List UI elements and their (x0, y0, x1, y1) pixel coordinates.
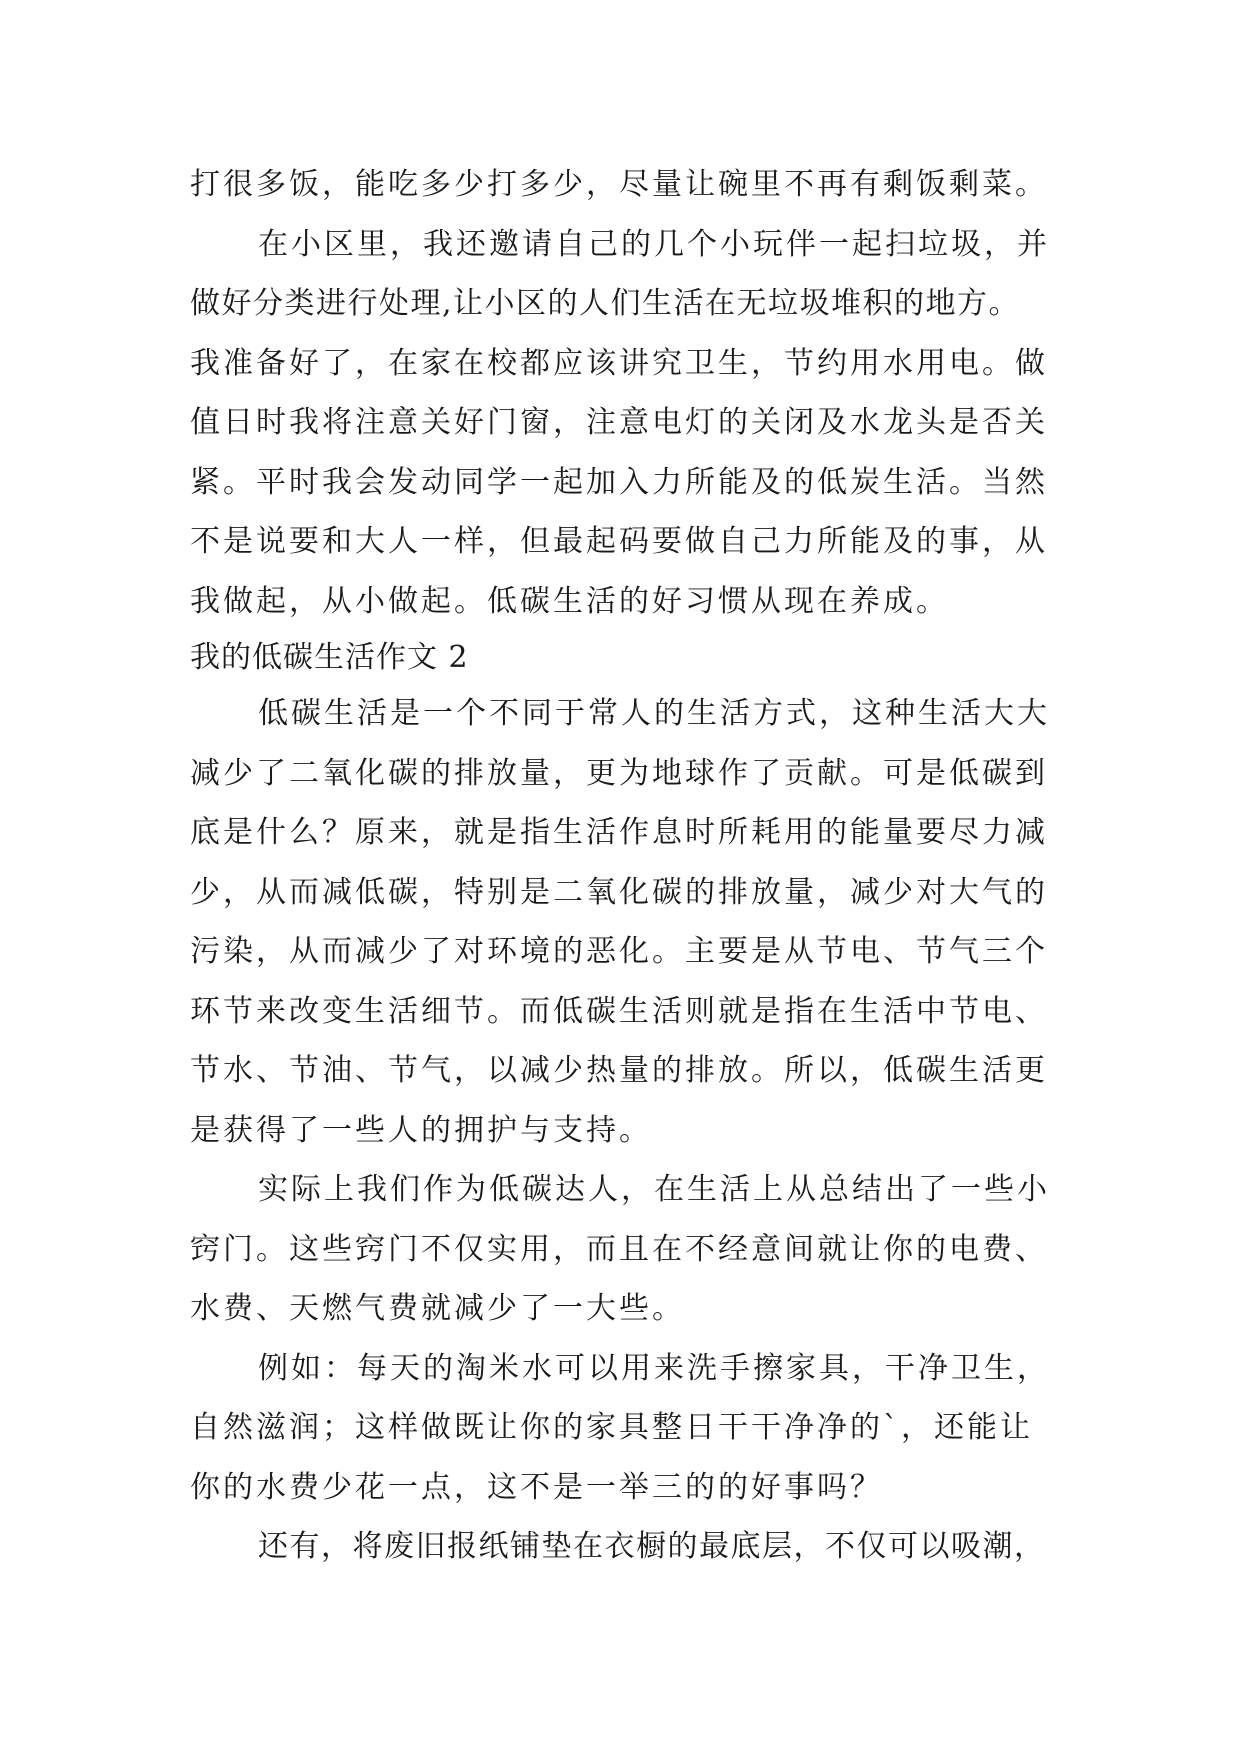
text-line: 少，从而减低碳，特别是二氧化碳的排放量，减少对大气的 (190, 875, 1048, 910)
text-line: 是获得了一些人的拥护与支持。 (190, 1113, 652, 1148)
text-line: 做好分类进行处理,让小区的人们生活在无垃圾堆积的地方。 (190, 286, 1021, 321)
text-line: 我准备好了，在家在校都应该讲究卫生，节约用水用电。做 (190, 346, 1048, 381)
text-line: 低碳生活是一个不同于常人的生活方式，这种生活大大 (258, 696, 1050, 731)
text-line: 我做起，从小做起。低碳生活的好习惯从现在养成。 (190, 584, 949, 619)
text-line: 窍门。这些窍门不仅实用，而且在不经意间就让你的电费、 (190, 1232, 1048, 1267)
text-line: 水费、天燃气费就减少了一大些。 (190, 1291, 685, 1326)
text-line: 不是说要和大人一样，但最起码要做自己力所能及的事，从 (190, 524, 1048, 559)
text-line: 紧。平时我会发动同学一起加入力所能及的低炭生活。当然 (190, 465, 1048, 500)
text-line: 环节来改变生活细节。而低碳生活则就是指在生活中节电、 (190, 994, 1048, 1029)
text-line: 底是什么？原来，就是指生活作息时所耗用的能量要尽力减 (190, 815, 1048, 850)
text-line: 减少了二氧化碳的排放量，更为地球作了贡献。可是低碳到 (190, 756, 1048, 791)
text-line: 值日时我将注意关好门窗，注意电灯的关闭及水龙头是否关 (190, 405, 1048, 440)
text-line: 例如：每天的淘米水可以用来洗手擦家具，干净卫生， (258, 1351, 1050, 1386)
text-line: 污染，从而减少了对环境的恶化。主要是从节电、节气三个 (190, 934, 1048, 969)
text-line: 还有，将废旧报纸铺垫在衣橱的最底层，不仅可以吸潮， (258, 1529, 1046, 1564)
text-line: 自然滋润；这样做既让你的家具整日干干净净的`，还能让 (190, 1410, 1033, 1445)
text-line: 打很多饭，能吃多少打多少，尽量让碗里不再有剩饭剩菜。 (190, 167, 1048, 202)
text-line: 你的水费少花一点，这不是一举三的的好事吗？ (190, 1470, 883, 1505)
section-heading: 我的低碳生活作文 2 (190, 640, 469, 675)
text-line: 在小区里，我还邀请自己的几个小玩伴一起扫垃圾，并 (258, 227, 1050, 262)
text-line: 实际上我们作为低碳达人，在生活上从总结出了一些小 (258, 1172, 1050, 1207)
text-line: 节水、节油、节气，以减少热量的排放。所以，低碳生活更 (190, 1053, 1048, 1088)
